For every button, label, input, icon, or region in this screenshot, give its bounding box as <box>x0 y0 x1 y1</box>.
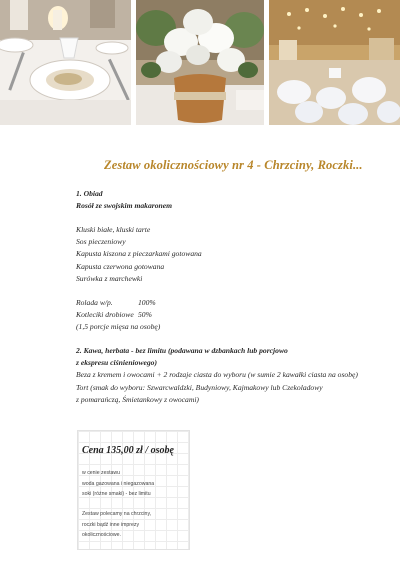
recommendation-note <box>82 509 188 541</box>
portion-value: 50% <box>138 309 152 319</box>
soup-item: Rosół ze swojskim makaronem <box>76 201 172 211</box>
banquet-hall-photo <box>269 0 400 125</box>
price-box <box>77 430 190 550</box>
section-heading-lunch: 1. Obiad <box>76 189 103 198</box>
included-drinks-note <box>82 468 188 500</box>
section-heading-coffee-cont: z ekspresu ciśnieniowego) <box>76 358 158 368</box>
portion-row <box>76 309 396 321</box>
dessert-item: Tort (smak do wyboru: Szwarcwaldzki, Budyniowy, Kajmakowy lub Czekoladowy <box>76 382 323 392</box>
note-line: roczki bądź inne imprezy <box>82 521 140 528</box>
flower-centerpiece-photo <box>136 0 264 125</box>
note-line: okolicznościowe. <box>82 532 121 538</box>
portion-value: 100% <box>138 297 156 307</box>
side-item: Sos pieczeniowy <box>76 237 126 247</box>
photo-strip <box>0 0 400 125</box>
note-line: soki (różne smaki) - bez limitu <box>82 491 151 497</box>
portion-row <box>76 297 396 309</box>
side-item: Kluski białe, kluski tarte <box>76 225 151 235</box>
section-heading-coffee: 2. Kawa, herbata - bez limitu (podawana w dzbankach lub porcjowo <box>76 346 288 356</box>
note-line: woda gazowana i niegazowana <box>82 480 155 487</box>
note-line: w cenie zestawu <box>82 470 121 476</box>
price-title: Cena 135,00 zł / osobę <box>82 445 174 456</box>
portion-name: Kotleciki drobiowe <box>76 309 134 319</box>
portion-note: (1,5 porcje mięsa na osobę) <box>76 322 161 332</box>
side-item: Surówka z marchewki <box>76 273 143 283</box>
note-line: Zestaw polecamy na chrzciny, <box>82 511 152 517</box>
table-setting-photo <box>0 0 131 125</box>
page-title: Zestaw okolicznościowy nr 4 - Chrzciny, Roczki... <box>104 158 363 172</box>
side-item: Kapusta kiszona z pieczarkami gotowana <box>76 249 202 259</box>
dessert-item: z pomarańczą, Śmietankowy z owocami) <box>76 394 199 404</box>
portion-name: Rolada w/p. <box>76 297 113 307</box>
menu-content <box>76 188 396 406</box>
side-item: Kapusta czerwona gotowana <box>76 261 165 271</box>
dessert-item: Beza z kremem i owocami + 2 rodzaje ciasta do wyboru (w sumie 2 kawałki ciasta na osobę) <box>76 370 358 380</box>
